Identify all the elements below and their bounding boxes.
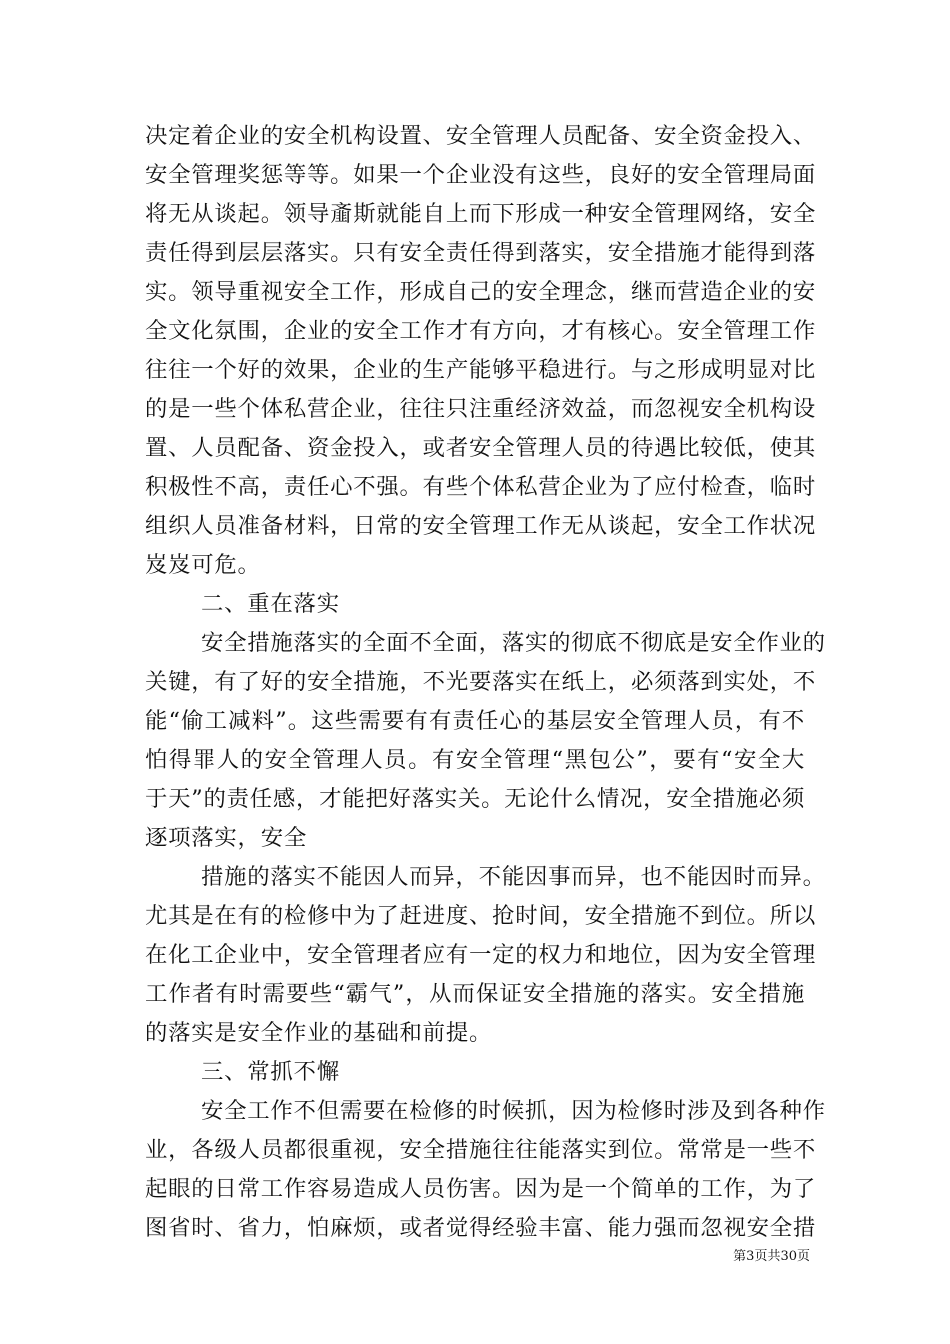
text-line: 安全措施落实的全面不全面，落实的彻底不彻底是安全作业的 — [201, 630, 826, 656]
text-line: 的落实是安全作业的基础和前提。 — [145, 1020, 493, 1046]
text-line: 逐项落实，安全 — [145, 825, 307, 851]
text-line: 尤其是在有的检修中为了赶进度、抢时间，安全措施不到位。所以 — [145, 903, 817, 929]
text-line: 置、人员配备、资金投入，或者安全管理人员的待遇比较低，使其 — [145, 435, 817, 461]
page-number: 第3页共30页 — [733, 1249, 810, 1264]
text-line: 安全管理奖惩等等。如果一个企业没有这些，良好的安全管理局面 — [145, 162, 817, 188]
text-line: 在化工企业中，安全管理者应有一定的权力和地位，因为安全管理 — [145, 942, 817, 968]
text-line: 图省时、省力，怕麻烦，或者觉得经验丰富、能力强而忽视安全措 — [145, 1215, 817, 1241]
text-line: 全文化氛围，企业的安全工作才有方向，才有核心。安全管理工作 — [145, 318, 817, 344]
text-line: 的是一些个体私营企业，往往只注重经济效益，而忽视安全机构设 — [145, 396, 817, 422]
text-line: 能“偷工减料”。这些需要有有责任心的基层安全管理人员，有不 — [145, 708, 805, 734]
text-line: 责任得到层层落实。只有安全责任得到落实，安全措施才能得到落 — [145, 240, 817, 266]
section-heading: 三、常抓不懈 — [201, 1059, 340, 1085]
text-line: 实。领导重视安全工作，形成自己的安全理念，继而营造企业的安 — [145, 279, 817, 305]
text-line: 岌岌可危。 — [145, 552, 261, 578]
text-line: 工作者有时需要些“霸气”，从而保证安全措施的落实。安全措施 — [145, 981, 805, 1007]
text-line: 将无从谈起。领导齑斯就能自上而下形成一种安全管理网络，安全 — [145, 201, 817, 227]
text-line: 起眼的日常工作容易造成人员伤害。因为是一个简单的工作，为了 — [145, 1176, 817, 1202]
text-line: 怕得罪人的安全管理人员。有安全管理“黑包公”，要有“安全大 — [145, 747, 805, 773]
text-line: 往往一个好的效果，企业的生产能够平稳进行。与之形成明显对比 — [145, 357, 817, 383]
text-line: 组织人员准备材料，日常的安全管理工作无从谈起，安全工作状况 — [145, 513, 817, 539]
text-line: 决定着企业的安全机构设置、安全管理人员配备、安全资金投入、 — [145, 123, 817, 149]
text-line: 业，各级人员都很重视，安全措施往往能落实到位。常常是一些不 — [145, 1137, 817, 1163]
text-line: 安全工作不但需要在检修的时候抓，因为检修时涉及到各种作 — [201, 1098, 826, 1124]
text-line: 于天”的责任感，才能把好落实关。无论什么情况，安全措施必须 — [145, 786, 806, 812]
section-heading: 二、重在落实 — [201, 591, 340, 617]
text-line: 积极性不高，责任心不强。有些个体私营企业为了应付检查，临时 — [145, 474, 817, 500]
text-line: 关键，有了好的安全措施，不光要落实在纸上，必须落到实处，不 — [145, 669, 817, 695]
text-line: 措施的落实不能因人而异，不能因事而异，也不能因时而异。 — [201, 864, 826, 890]
